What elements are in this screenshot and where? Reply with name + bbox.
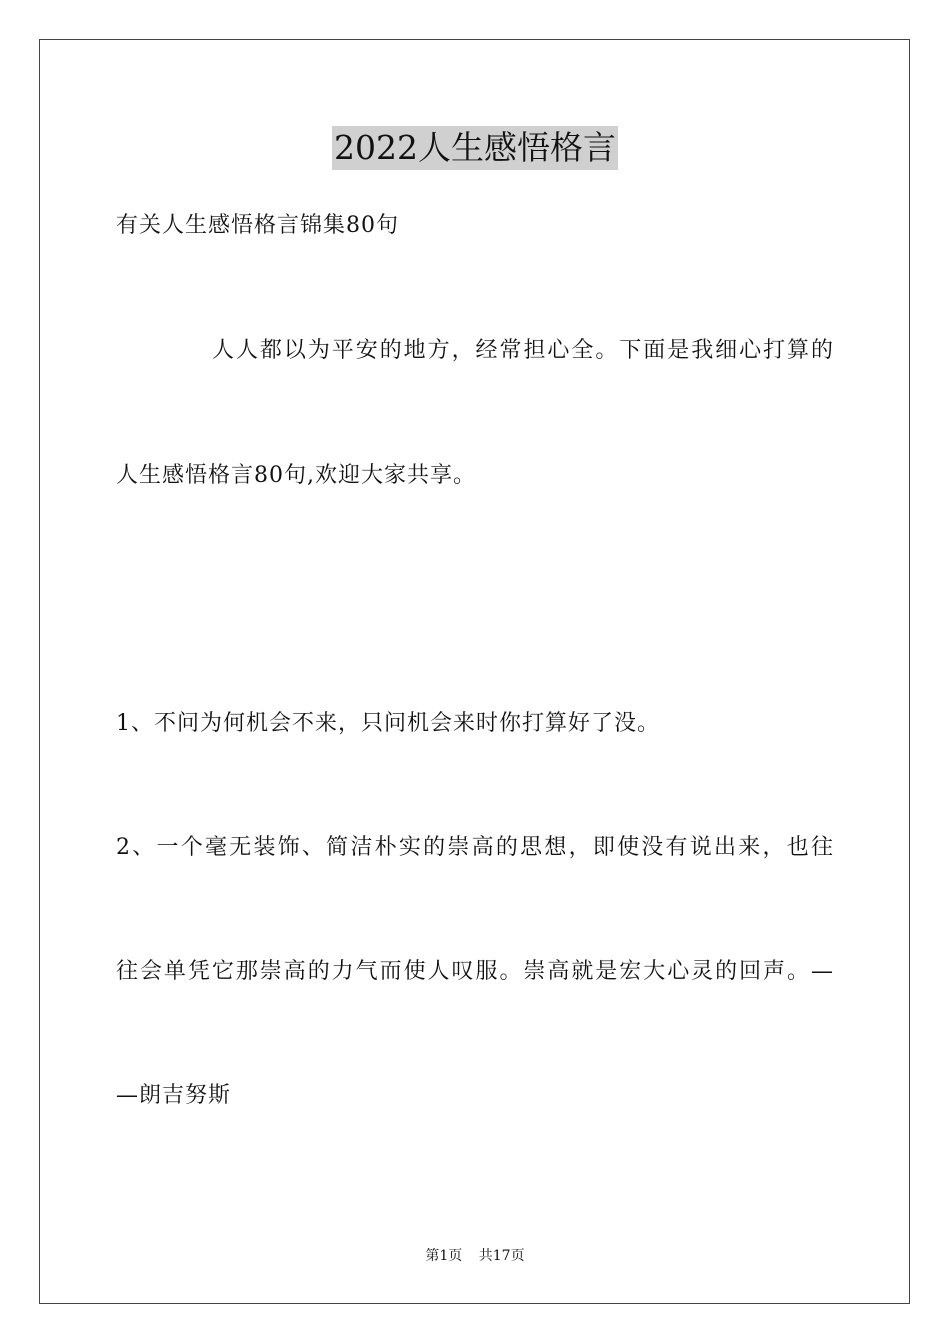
page-number: 第1页 <box>425 1248 463 1264</box>
quote-item-2-line-2: 往会单凭它那崇高的力气而使人叹服。崇高就是宏大心灵的回声。— <box>116 959 834 984</box>
quote-item-2-line-1: 2、一个毫无装饰、简洁朴实的崇高的思想，即使没有说出来，也往 <box>116 835 834 860</box>
quote-item-1: 1、不问为何机会不来，只问机会来时你打算好了没。 <box>116 711 660 736</box>
page-total: 共17页 <box>478 1248 525 1264</box>
page-footer <box>0 1246 950 1266</box>
title-wrap <box>0 126 950 170</box>
document-title: 2022人生感悟格言 <box>332 126 618 170</box>
intro-line-1: 人人都以为平安的地方，经常担心全。下面是我细心打算的 <box>212 338 834 363</box>
subtitle: 有关人生感悟格言锦集80句 <box>116 213 399 238</box>
quote-item-2-line-3: —朗吉努斯 <box>116 1083 232 1108</box>
intro-line-2: 人生感悟格言80句,欢迎大家共享。 <box>116 463 476 488</box>
